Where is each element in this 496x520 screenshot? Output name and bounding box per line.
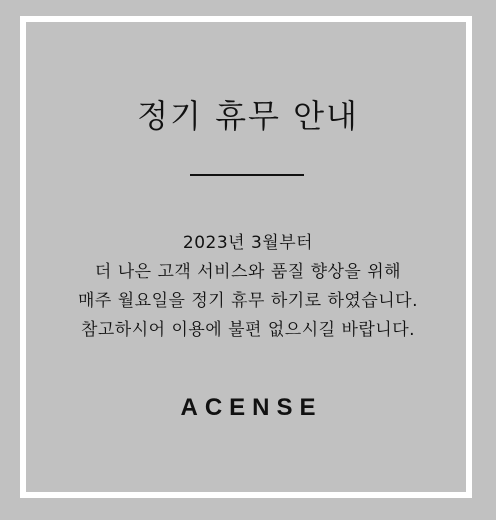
- notice-line-apology: 참고하시어 이용에 불편 없으시길 바랍니다.: [80, 320, 416, 340]
- brand-name: ACENSE: [180, 394, 323, 421]
- notice-line-closure: 매주 월요일을 정기 휴무 하기로 하였습니다.: [77, 291, 419, 311]
- notice-body: [0, 229, 496, 345]
- notice-line-reason: 더 나은 고객 서비스와 품질 향상을 위해: [94, 262, 402, 282]
- notice-line-start-date: 2023년 3월부터: [182, 233, 314, 253]
- notice-title: 정기 휴무 안내: [137, 97, 359, 135]
- title-divider: [190, 174, 304, 176]
